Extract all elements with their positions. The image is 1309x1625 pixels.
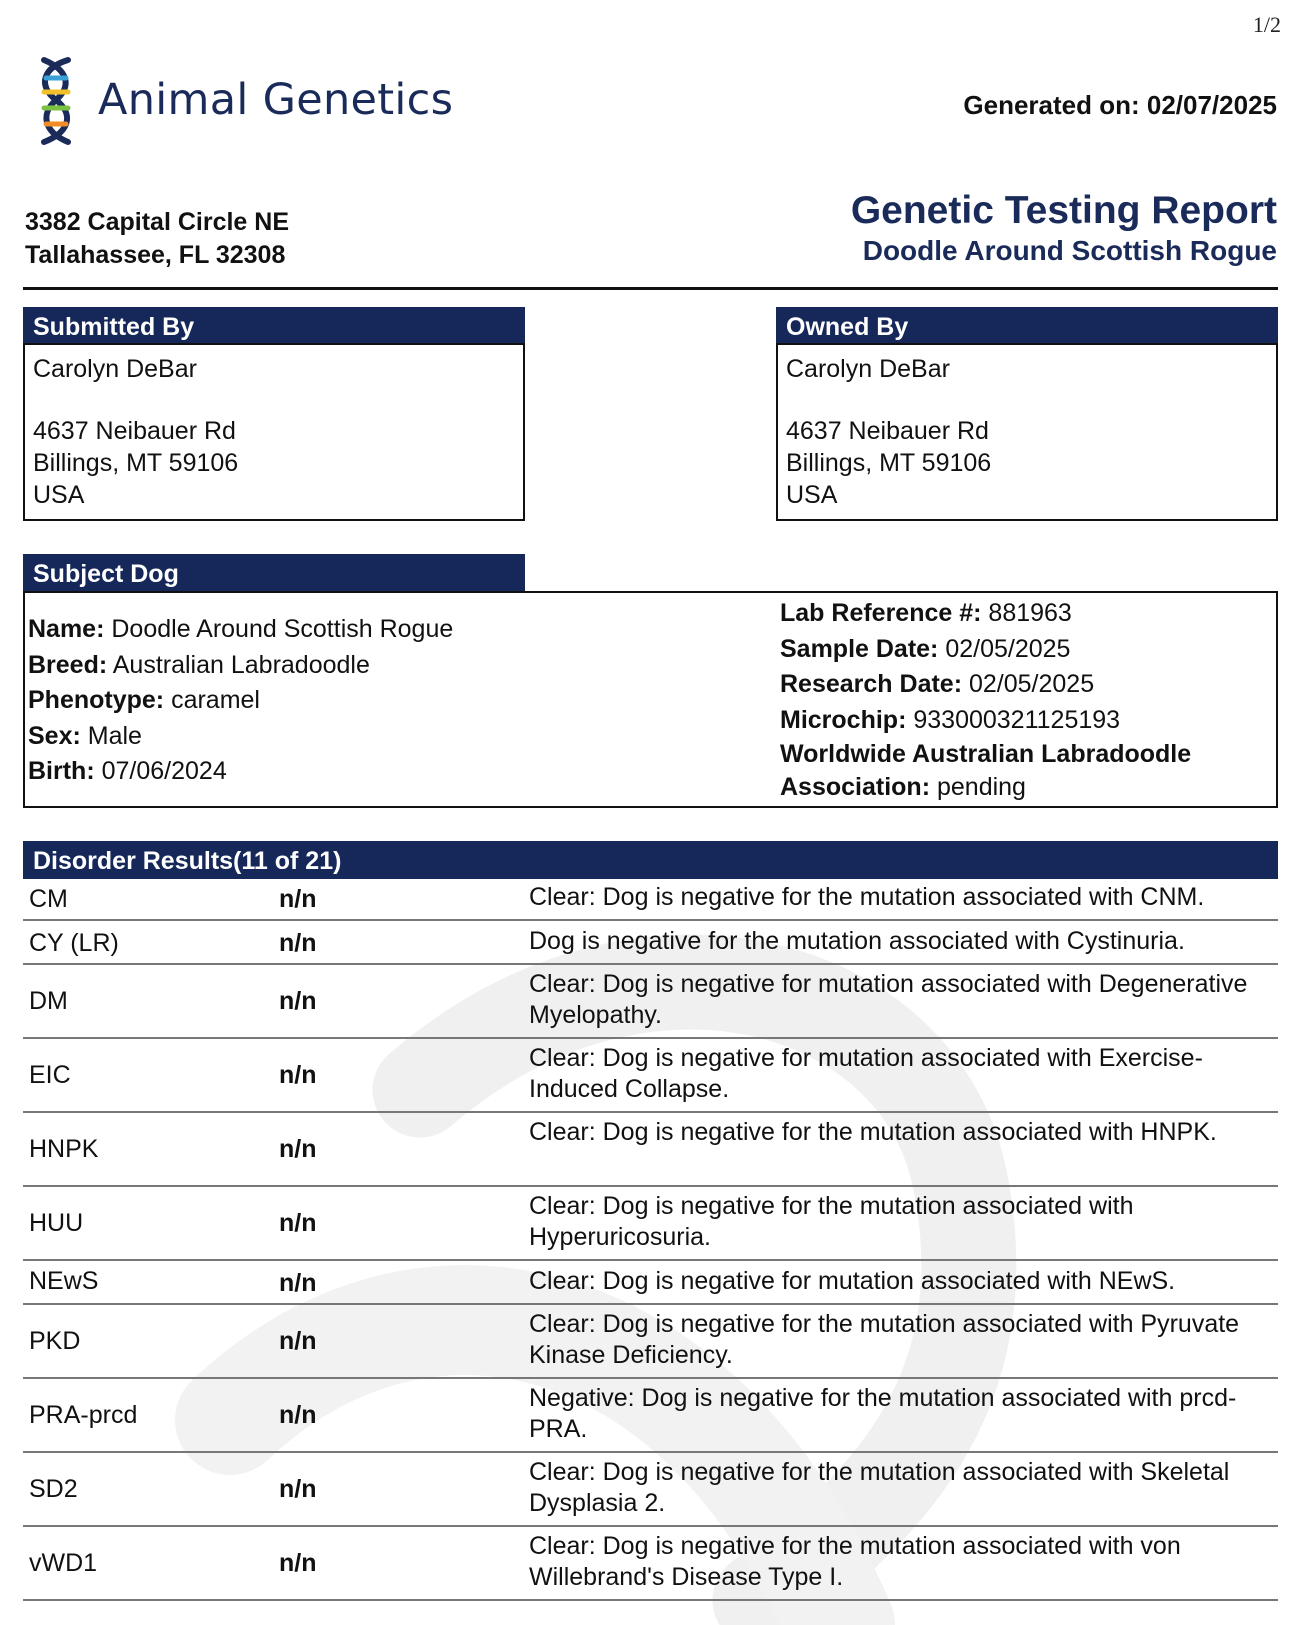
genotype: n/n xyxy=(279,885,317,913)
subject-birth-value: 07/06/2024 xyxy=(94,757,227,785)
genotype: n/n xyxy=(279,1401,317,1429)
disorder-code: PKD xyxy=(29,1327,81,1355)
genotype: n/n xyxy=(279,1209,317,1237)
subject-name-label: Name: xyxy=(28,615,105,643)
research-date-label: Research Date: xyxy=(780,670,963,698)
owned-by-header: Owned By xyxy=(776,307,1278,345)
result-text: Clear: Dog is negative for the mutation associated with Pyruvate Kinase Deficiency. xyxy=(529,1310,1240,1369)
submitted-by-country: USA xyxy=(33,481,85,509)
result-text: Clear: Dog is negative for the mutation associated with CNM. xyxy=(529,883,1205,911)
genotype: n/n xyxy=(279,1061,317,1089)
result-text: Clear: Dog is negative for the mutation associated with HNPK. xyxy=(529,1118,1217,1146)
header-divider xyxy=(23,287,1278,290)
page-number: 1/2 xyxy=(1252,12,1281,37)
subject-phenotype-label: Phenotype: xyxy=(28,686,165,714)
registry-name-row xyxy=(780,738,1191,771)
dna-helix-icon xyxy=(32,56,80,146)
owned-by-address xyxy=(786,353,991,511)
genotype: n/n xyxy=(279,1269,317,1297)
sample-date-label: Sample Date: xyxy=(780,634,939,663)
association-label: Association: xyxy=(780,773,931,801)
subject-breed-label: Breed: xyxy=(28,650,108,679)
report-heading xyxy=(851,188,1277,268)
microchip-row xyxy=(780,703,1191,739)
owned-by-country: USA xyxy=(786,481,838,509)
owned-by-street: 4637 Neibauer Rd xyxy=(786,417,989,445)
table-row xyxy=(23,877,1278,921)
result-text: Clear: Dog is negative for the mutation associated with Skeletal Dysplasia 2. xyxy=(529,1458,1230,1517)
subject-birth-label: Birth: xyxy=(28,757,95,785)
subject-dog-header: Subject Dog xyxy=(23,554,525,592)
result-text: Clear: Dog is negative for mutation associated with Exercise-Induced Collapse. xyxy=(529,1044,1203,1103)
owned-by-city: Billings, MT 59106 xyxy=(786,449,992,477)
disorder-results-header: Disorder Results(11 of 21) xyxy=(23,841,1278,879)
submitted-by-street: 4637 Neibauer Rd xyxy=(33,417,236,445)
subject-details-right xyxy=(780,596,1191,804)
subject-name-value: Doodle Around Scottish Rogue xyxy=(104,615,454,643)
sample-date-value: 02/05/2025 xyxy=(938,634,1071,663)
submitted-by-header: Submitted By xyxy=(23,307,525,345)
registry-name-label: Worldwide Australian Labradoodle xyxy=(780,740,1192,768)
subject-breed-row xyxy=(28,648,453,684)
disorder-code: HNPK xyxy=(29,1135,99,1163)
subject-breed-value: Australian Labradoodle xyxy=(107,650,370,679)
lab-address xyxy=(25,206,289,272)
table-row xyxy=(23,965,1278,1039)
research-date-value: 02/05/2025 xyxy=(962,670,1095,698)
disorder-code: EIC xyxy=(29,1061,71,1089)
sample-date-row xyxy=(780,632,1191,668)
genotype: n/n xyxy=(279,1327,317,1355)
result-text: Negative: Dog is negative for the mutation associated with prcd-PRA. xyxy=(529,1384,1237,1443)
disorder-code: NEwS xyxy=(29,1267,99,1295)
genotype: n/n xyxy=(279,1475,317,1503)
association-row xyxy=(780,771,1191,804)
association-value: pending xyxy=(930,773,1026,801)
disorder-code: CY (LR) xyxy=(29,929,119,957)
table-row xyxy=(23,1187,1278,1261)
subject-phenotype-value: caramel xyxy=(164,686,260,714)
disorder-code: PRA-prcd xyxy=(29,1401,138,1429)
table-row xyxy=(23,1113,1278,1187)
table-row xyxy=(23,1039,1278,1113)
lab-reference-row xyxy=(780,596,1191,632)
lab-reference-value: 881963 xyxy=(981,599,1072,627)
subject-phenotype-row xyxy=(28,683,453,719)
genotype: n/n xyxy=(279,929,317,957)
genotype: n/n xyxy=(279,1135,317,1163)
report-title: Genetic Testing Report xyxy=(850,189,1277,232)
submitted-by-address xyxy=(33,353,238,511)
microchip-label: Microchip: xyxy=(780,705,907,734)
subject-birth-row xyxy=(28,754,453,790)
table-row xyxy=(23,1453,1278,1527)
report-subtitle: Doodle Around Scottish Rogue xyxy=(862,235,1277,266)
result-text: Clear: Dog is negative for the mutation associated with Hyperuricosuria. xyxy=(529,1192,1134,1251)
subject-name-row xyxy=(28,612,453,648)
genotype: n/n xyxy=(279,1549,317,1577)
subject-sex-label: Sex: xyxy=(28,721,81,750)
disorder-code: CM xyxy=(29,885,68,913)
microchip-value: 933000321125193 xyxy=(906,705,1121,734)
table-row xyxy=(23,1305,1278,1379)
owned-by-name: Carolyn DeBar xyxy=(786,355,950,383)
brand-name: Animal Genetics xyxy=(98,75,454,125)
lab-address-line1: 3382 Capital Circle NE xyxy=(25,208,290,236)
disorder-results-table xyxy=(23,877,1278,1601)
table-row xyxy=(23,1261,1278,1305)
result-text: Clear: Dog is negative for mutation associated with NEwS. xyxy=(529,1267,1176,1295)
result-text: Clear: Dog is negative for mutation associated with Degenerative Myelopathy. xyxy=(529,970,1248,1029)
disorder-code: vWD1 xyxy=(29,1549,98,1577)
submitted-by-name: Carolyn DeBar xyxy=(33,355,197,383)
subject-sex-row xyxy=(28,719,453,755)
table-row xyxy=(23,921,1278,965)
research-date-row xyxy=(780,667,1191,703)
subject-details-left xyxy=(28,612,453,790)
disorder-code: DM xyxy=(29,987,68,1015)
lab-reference-label: Lab Reference #: xyxy=(780,599,982,627)
disorder-code: HUU xyxy=(29,1209,84,1237)
genotype: n/n xyxy=(279,987,317,1015)
submitted-by-city: Billings, MT 59106 xyxy=(33,449,239,477)
subject-sex-value: Male xyxy=(80,721,142,750)
result-text: Clear: Dog is negative for the mutation associated with von Willebrand's Disease Type I. xyxy=(529,1532,1181,1591)
table-row xyxy=(23,1527,1278,1601)
disorder-code: SD2 xyxy=(29,1475,78,1503)
result-text: Dog is negative for the mutation associated with Cystinuria. xyxy=(529,927,1185,955)
table-row xyxy=(23,1379,1278,1453)
lab-address-line2: Tallahassee, FL 32308 xyxy=(25,241,286,269)
generated-date: Generated on: 02/07/2025 xyxy=(963,90,1277,120)
